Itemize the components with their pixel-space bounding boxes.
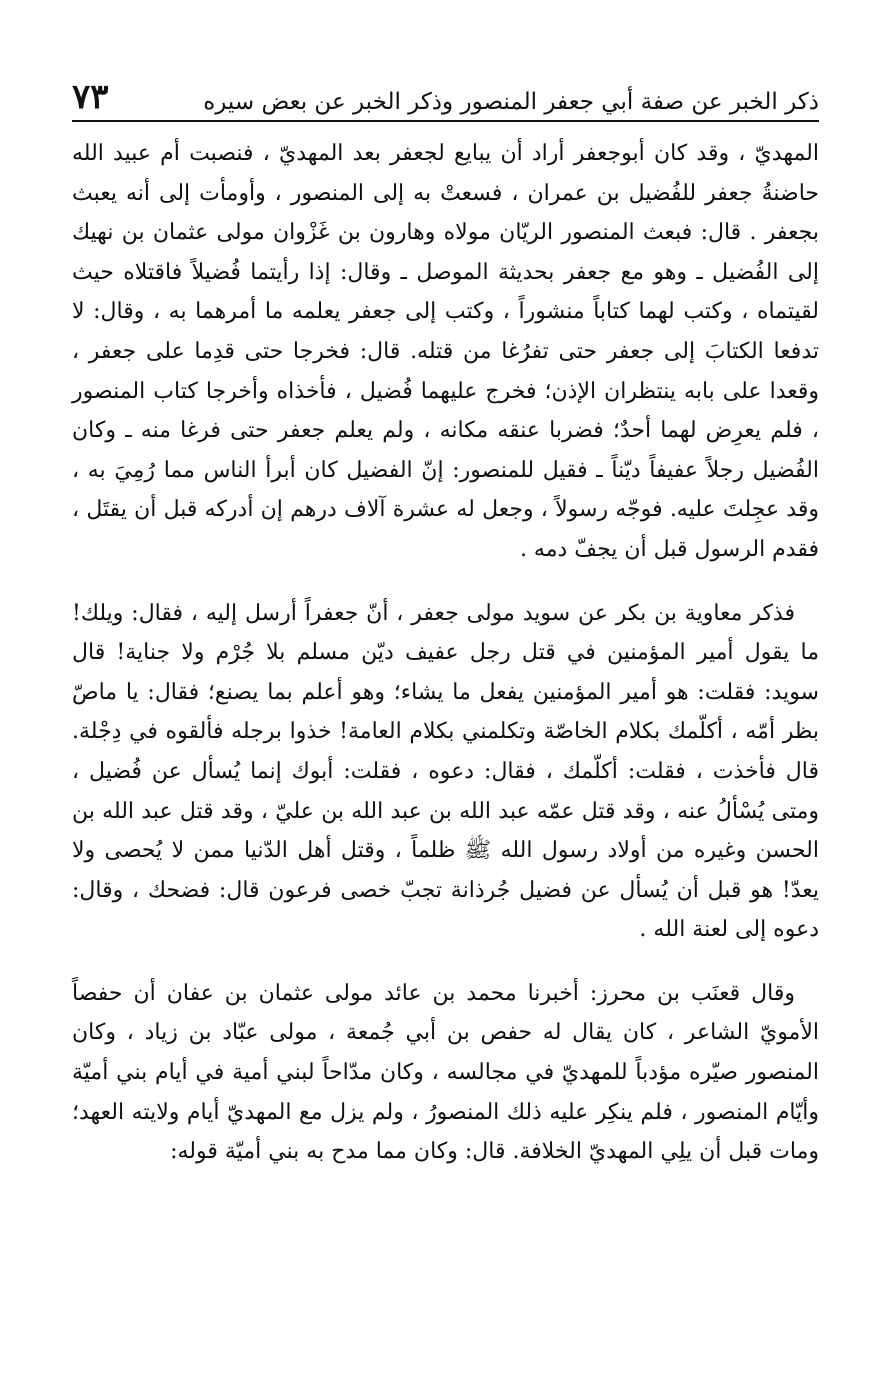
running-header-title: ذكر الخبر عن صفة أبي جعفر المنصور وذكر الخبر عن بعض سيره	[203, 89, 819, 115]
paragraph-1: المهديّ ، وقد كان أبوجعفر أراد أن يبايع لجعفر بعد المهديّ ، فنصبت أم عبيد الله حاضنةُ جعفر للفُضيل بن عمران ، فسعتْ به إلى المنصور ، وأومأت إلى أنه يعبث بجعفر . قال: فبعث المنصور الريّان مولاه وهارون بن غَزْوان مولى عثمان بن نهيك إلى الفُضيل ـ وهو مع جعفر بحديثة الموصل ـ وقال: إذا رأيتما فُضيلاً فاقتلاه حيث لقيتماه ، وكتب لهما كتاباً منشوراً ، وكتب إلى جعفر يعلمه ما أمرهما به ، وقال: لا تدفعا الكتابَ إلى جعفر حتى تفرُغا من قتله. قال: فخرجا حتى قدِما على جعفر ، وقعدا على بابه ينتظران الإذن؛ فخرج عليهما فُضيل ، فأخذاه وأخرجا كتاب المنصور ، فلم يعرِض لهما أحدٌ؛ فضربا عنقه مكانه ، ولم يعلم جعفر حتى فرغا منه ـ وكان الفُضيل رجلاً عفيفاً ديّناً ـ فقيل للمنصور: إنّ الفضيل كان أبرأ الناس مما رُمِيَ به ، وقد عجِلتَ عليه. فوجّه رسولاً ، وجعل له عشرة آلاف درهم إن أدركه قبل أن يقتَل ، فقدم الرسول قبل أن يجفّ دمه .	[72, 141, 819, 562]
running-header	[72, 74, 819, 122]
page-number: ٧٣	[72, 77, 109, 117]
paragraph-2: فذكر معاوية بن بكر عن سويد مولى جعفر ، أنّ جعفراً أرسل إليه ، فقال: ويلك! ما يقول أمير المؤمنين في قتل رجل عفيف ديّن مسلم بلا جُرْم ولا جناية! قال سويد: فقلت: هو أمير المؤمنين يفعل ما يشاء؛ وهو أعلم بما يصنع؛ فقال: يا ماصّ بظر أمّه ، أكلّمك بكلام الخاصّة وتكلمني بكلام العامة! خذوا برجله فألقوه في دِجْلة. قال فأخذت ، فقلت: أكلّمك ، فقال: دعوه ، فقلت: أبوك إنما يُسأل عن فُضيل ، ومتى يُسْألُ عنه ، وقد قتل عمّه عبد الله بن عبد الله بن عليّ ، وقد قتل عبد الله بن الحسن وغيره من أولاد رسول الله ﷺ ظلماً ، وقتل أهل الدّنيا ممن لا يُحصى ولا يعدّ! هو قبل أن يُسأل عن فضيل جُرذانة تجبّ خصى فرعون قال: فضحك ، وقال: دعوه إلى لعنة الله .	[72, 600, 819, 943]
body-text	[72, 134, 819, 1172]
paragraph-3: وقال قعنَب بن محرز: أخبرنا محمد بن عائد مولى عثمان بن عفان أن حفصاً الأمويّ الشاعر ، كان يقال له حفص بن أبي جُمعة ، مولى عبّاد بن زياد ، وكان المنصور صيّره مؤدباً للمهديّ في مجالسه ، وكان مدّاحاً لبني أمية في أيام بني أميّة وأيّام المنصور ، فلم ينكِر عليه ذلك المنصورُ ، ولم يزل مع المهديّ أيام ولايته العهد؛ ومات قبل أن يلِي المهديّ الخلافة. قال: وكان مما مدح به بني أميّة قوله:	[72, 980, 819, 1165]
